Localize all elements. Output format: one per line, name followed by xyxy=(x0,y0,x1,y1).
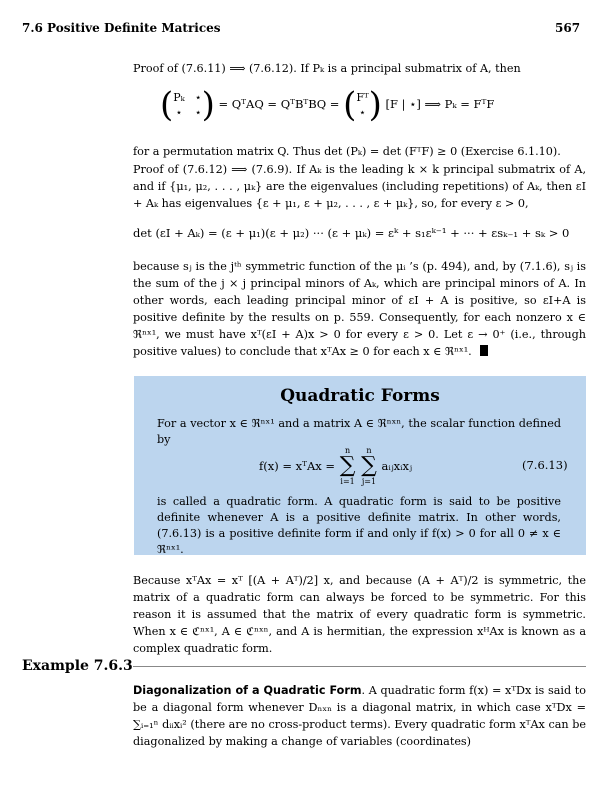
example-text: . A quadratic form f(x) = xᵀDx is said to be a diagonal form whenever Dₙₓₙ is a diagonal matrix, in which case xᵀDx = ∑ᵢ₌₁ⁿ dᵢᵢxᵢ² (there are no cross-product terms). Every quadratic form xᵀAx can be diagonalized by making a change of variables (coordinates) xyxy=(133,684,586,748)
determinant-equation: det (εI + Aₖ) = (ε + μ₁)(ε + μ₂) ··· (ε + μₖ) = εᵏ + s₁εᵏ⁻¹ + ··· + εsₖ₋₁ + sₖ > 0 xyxy=(133,226,570,240)
summation-j: n ∑ j=1 xyxy=(361,446,377,486)
proof-2-text: because sⱼ is the jᵗʰ symmetric function of the μᵢ ’s (p. 494), and, by (7.1.6), sⱼ is the sum of the j × j principal minors of Aₖ, which are principal minors of A. In other words, each leading principal minor of εI + A is positive, so εI+A is positive definite by the results on p. 559. Consequently, for each nonzero x ∈ ℜⁿˣ¹, we must have xᵀ(εI + A)x > 0 for every ε > 0. Let ε → 0⁺ (i.e., through positive values) to conclude that xᵀAx ≥ 0 for each x ∈ ℜⁿˣ¹. xyxy=(133,260,586,358)
proof-2-paragraph-1: Proof of (7.6.12) ⟹ (7.6.9). If Aₖ is the leading k × k principal submatrix of A, and if {μ₁, μ₂, . . . , μₖ} are the eigenvalues (including repetitions) of Aₖ, then εI + Aₖ has eigenvalues {ε + μ₁, ε + μ₂, . . . , ε + μₖ}, so, for every ε > 0, xyxy=(133,163,586,210)
end-of-proof-mark xyxy=(480,345,488,356)
page-number: 567 xyxy=(555,21,581,35)
proof-1-conclusion: for a permutation matrix Q. Thus det (Pₖ) = det (FᵀF) ≥ 0 (Exercise 6.1.10). xyxy=(133,145,561,158)
equation-number: (7.6.13) xyxy=(522,458,568,472)
right-paren: ) xyxy=(201,85,215,125)
equation-right: aᵢⱼxᵢxⱼ xyxy=(381,459,412,473)
symmetric-paragraph: Because xᵀAx = xᵀ [(A + Aᵀ)/2] x, and because (A + Aᵀ)/2 is symmetric, the matrix of a quadratic form can always be forced to be symmetric. For this reason it is assumed that the matrix of every quadratic form is symmetric. When x ∈ ℭⁿˣ¹, A ∈ ℭⁿˣⁿ, and A is hermitian, the expression xᴴAx is known as a complex quadratic form. xyxy=(133,574,586,655)
definition-body: is called a quadratic form. A quadratic form is said to be positive definite whenever A is a positive definite matrix. In other words, (7.6.13) is a positive definite form if and only if f(x) > 0 for all 0 ≠ x ∈ ℜⁿˣ¹. xyxy=(157,495,561,556)
matrix-cell: ⋆ xyxy=(359,106,366,119)
right-paren: ) xyxy=(368,85,382,125)
equation-middle: = QᵀAQ = QᵀBᵀBQ = xyxy=(218,97,340,111)
quadratic-form-equation xyxy=(259,446,412,486)
example-rule xyxy=(133,666,586,667)
proof-1-equation xyxy=(160,85,495,125)
block-matrix-2 xyxy=(356,91,368,119)
example-label: Example 7.6.3 xyxy=(22,658,133,674)
left-paren: ( xyxy=(160,85,174,125)
left-paren: ( xyxy=(343,85,357,125)
summation-i: n ∑ i=1 xyxy=(339,446,356,486)
equation-right: [F | ⋆] ⟹ Pₖ = FᵀF xyxy=(385,97,495,111)
proof-1-intro: Proof of (7.6.11) ⟹ (7.6.12). If Pₖ is a principal submatrix of A, then xyxy=(133,62,521,75)
equation-left: f(x) = xᵀAx = xyxy=(259,459,336,473)
matrix-cell: Pₖ xyxy=(173,91,185,104)
matrix-cell: Fᵀ xyxy=(356,91,369,104)
matrix-cell: ⋆ xyxy=(175,106,183,119)
example-heading: Diagonalization of a Quadratic Form xyxy=(133,684,362,697)
running-header: 7.6 Positive Definite Matrices xyxy=(22,21,221,35)
matrix-cell: ⋆ xyxy=(194,91,202,104)
block-matrix-1 xyxy=(173,91,201,119)
example-paragraph xyxy=(133,682,586,750)
proof-2-paragraph-2 xyxy=(133,258,586,360)
sigma-symbol: ∑ xyxy=(339,453,356,478)
sigma-symbol: ∑ xyxy=(361,453,377,478)
definition-title: Quadratic Forms xyxy=(280,386,440,406)
matrix-cell: ⋆ xyxy=(194,106,202,119)
definition-intro: For a vector x ∈ ℜⁿˣ¹ and a matrix A ∈ ℜⁿˣⁿ, the scalar function defined by xyxy=(157,417,561,446)
